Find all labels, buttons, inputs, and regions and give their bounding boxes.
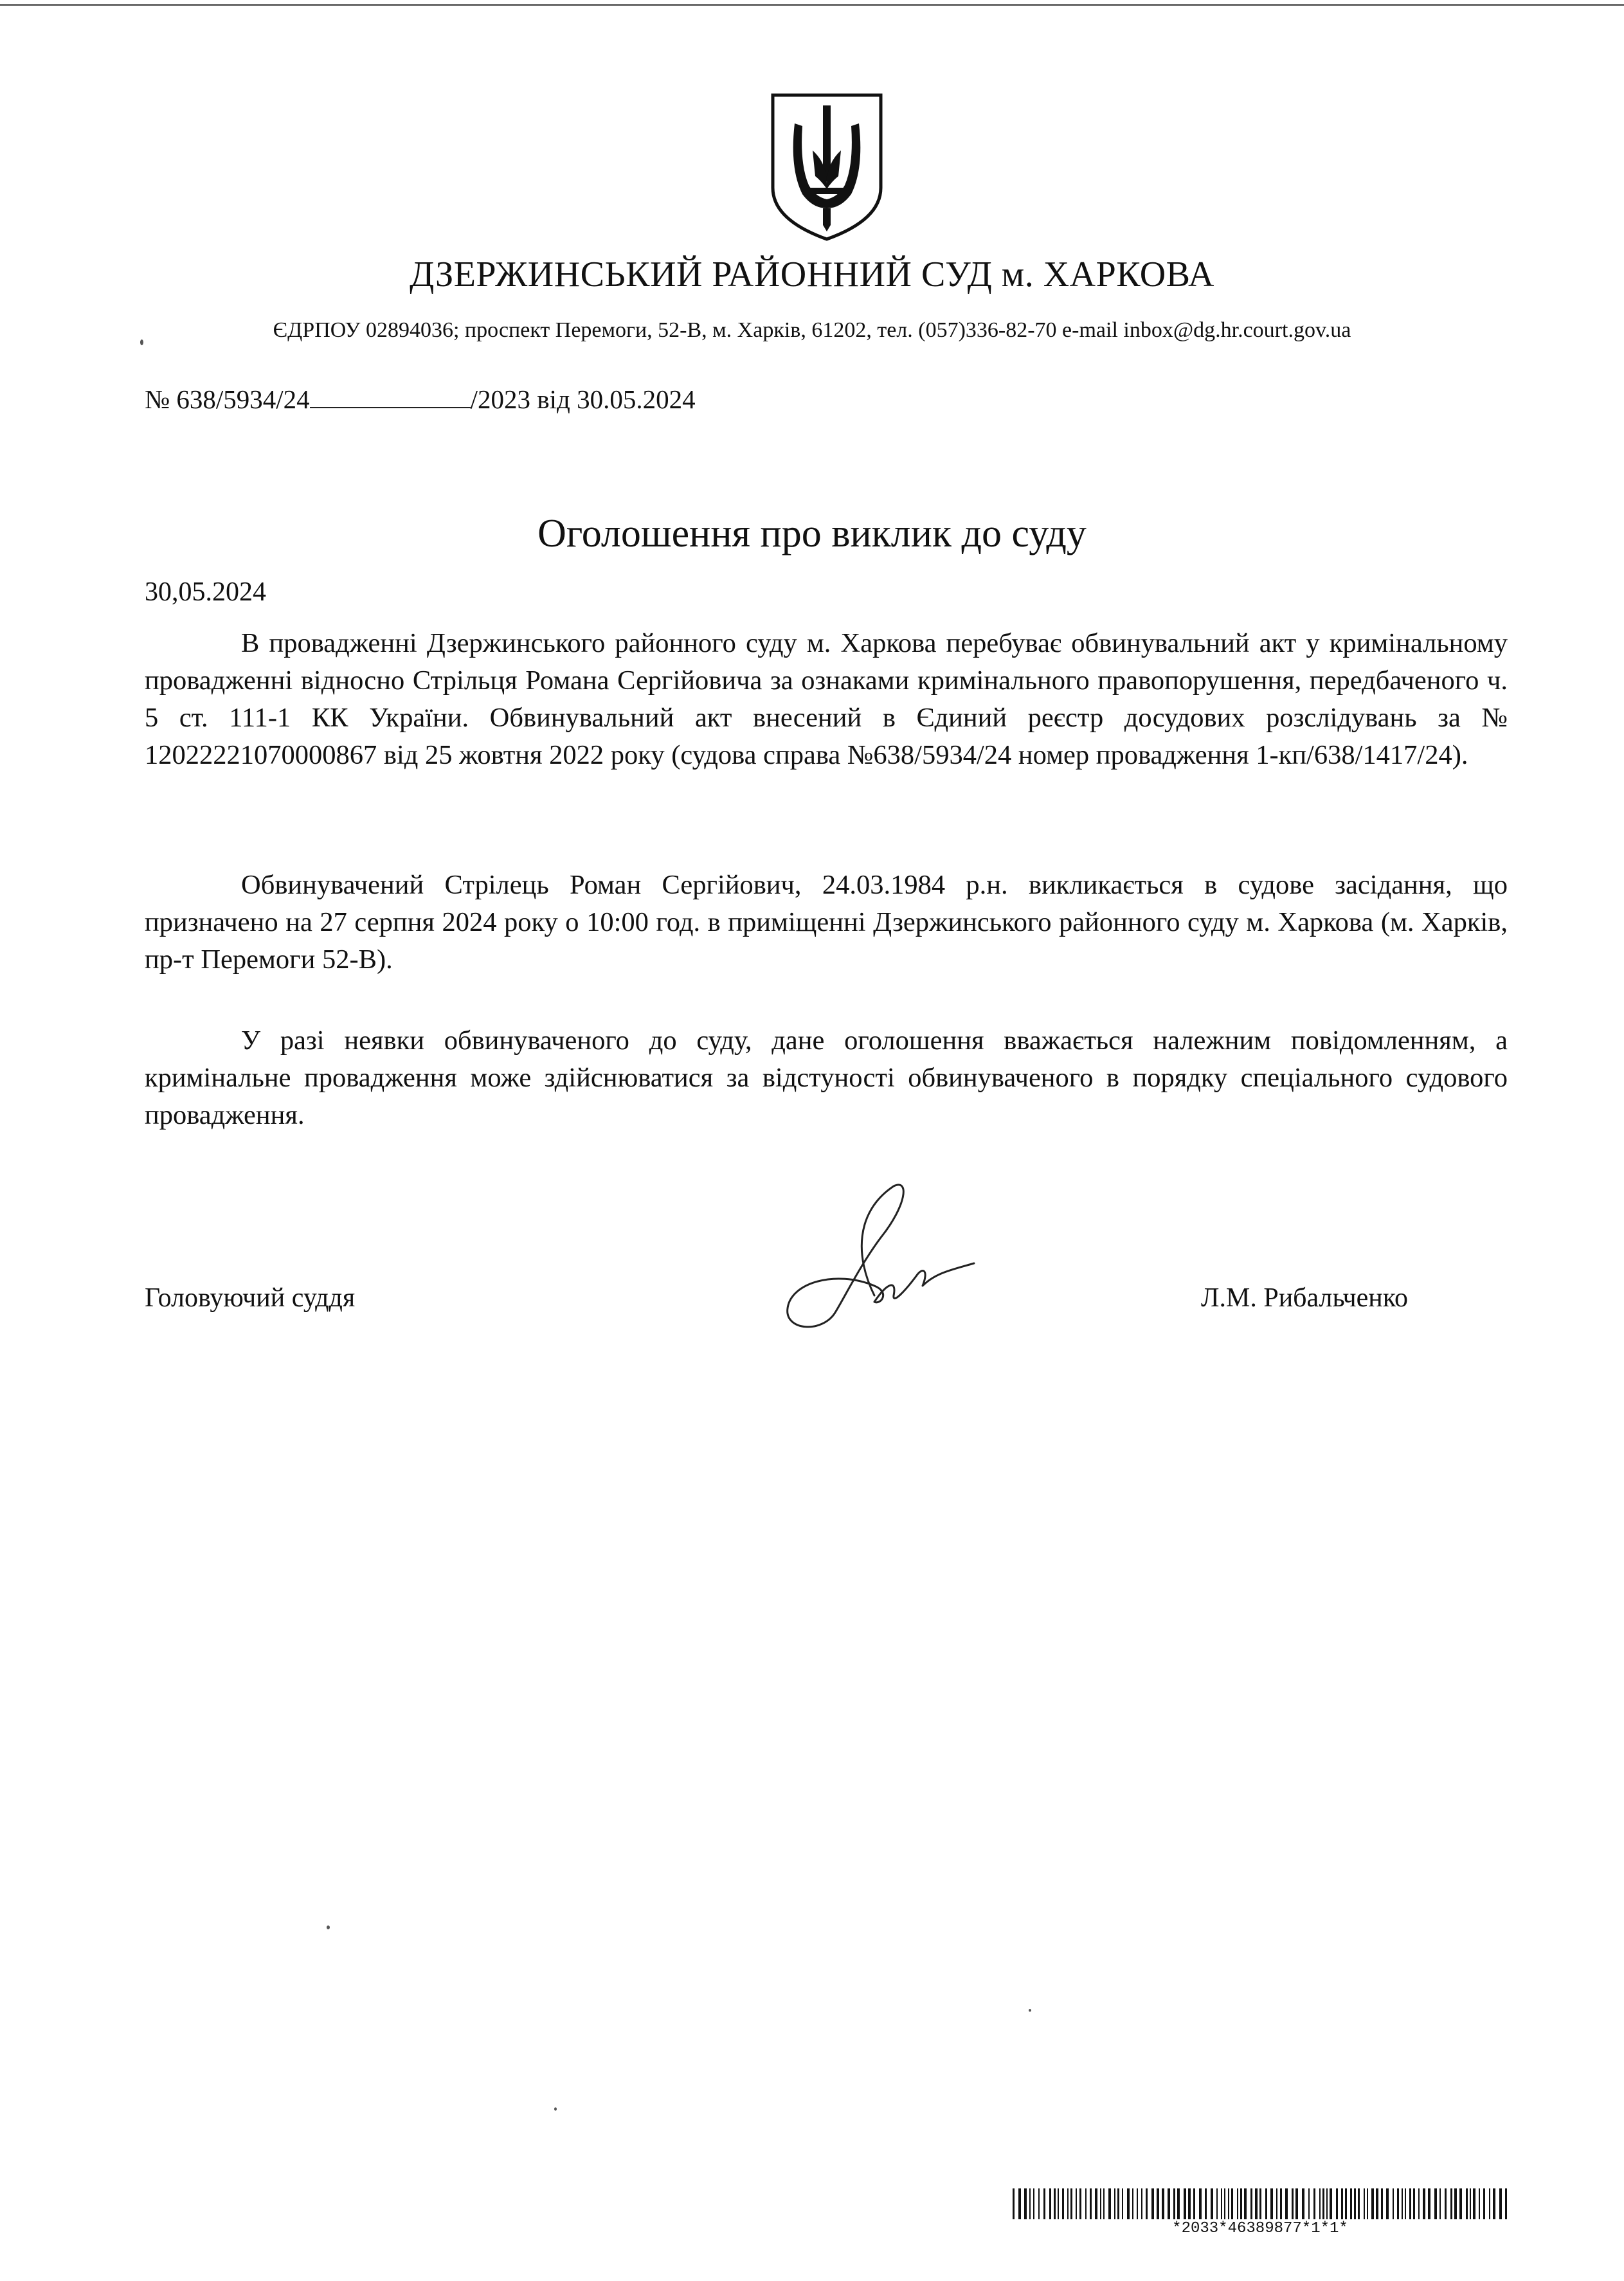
barcode-bar <box>1459 2188 1462 2219</box>
coat-of-arms-icon <box>768 91 885 243</box>
scan-speck <box>1029 2009 1031 2012</box>
reference-number <box>145 384 696 415</box>
barcode-bar <box>1067 2188 1069 2219</box>
barcode-bar <box>1489 2188 1490 2219</box>
barcode-bar <box>1090 2188 1092 2219</box>
barcode-bar <box>1205 2188 1207 2219</box>
barcode-bar <box>1244 2188 1247 2219</box>
barcode-bar <box>1445 2188 1447 2219</box>
barcode-bar <box>1376 2188 1378 2219</box>
barcode-bar <box>1122 2188 1123 2219</box>
barcode-bar <box>1168 2188 1170 2219</box>
document-title: Оголошення про виклик до суду <box>537 512 1087 555</box>
barcode-bar <box>1499 2188 1502 2219</box>
paragraph-proceedings: В провадженні Дзержинського районного суду м. Харкова перебуває обвинувальний акт у кримінальному провадженні відносно Стрільця Романа Сергійовича за ознаками кримінального правопорушення, передбаченого ч. 5 ст. 111-1 КК України. Обвинувальний акт внесений в Єдиний реєстр досудових розслідувань за № 12022221070000867 від 25 жовтня 2022 року (судова справа №638/5934/24 номер провадження 1-кп/638/1417/24). <box>145 628 1508 770</box>
barcode-bar <box>1237 2188 1238 2219</box>
barcode-bar <box>1308 2188 1310 2219</box>
barcode-bar <box>1085 2188 1087 2219</box>
barcode-bar <box>1095 2188 1097 2219</box>
barcode-bar <box>1358 2188 1360 2219</box>
barcode-bar <box>1024 2188 1027 2219</box>
barcode-bar <box>1173 2188 1175 2219</box>
barcode-bar <box>1255 2188 1258 2219</box>
barcode-bar <box>1177 2188 1180 2219</box>
barcode-bar <box>1231 2188 1233 2219</box>
reference-suffix: /2023 від 30.05.2024 <box>470 384 696 414</box>
barcode-bar <box>1162 2188 1164 2219</box>
barcode-bar <box>1473 2188 1475 2219</box>
barcode-bar <box>1108 2188 1111 2219</box>
barcode-bar <box>1354 2188 1356 2219</box>
barcode-bar <box>1157 2188 1159 2219</box>
barcode-bar <box>1038 2188 1040 2219</box>
barcode-bar <box>1302 2188 1304 2219</box>
court-requisites: ЄДРПОУ 02894036; проспект Перемоги, 52-В, м. Харків, 61202, тел. (057)336-82-70 e-mail inbox@dg.hr.court.gov.ua <box>273 318 1351 342</box>
barcode-bar <box>1409 2188 1411 2219</box>
barcode-bar <box>1240 2188 1242 2219</box>
barcode-bar <box>1079 2188 1081 2219</box>
barcode-bar <box>1330 2188 1332 2219</box>
paragraph-summons: Обвинувачений Стрілець Роман Сергійович, 24.03.1984 р.н. викликається в судове засідання, що призначено на 27 серпня 2024 року о 10:00 год. в приміщенні Дзержинського районного суду м. Харкова (м. Харків, пр-т Перемоги 52-В). <box>145 870 1508 975</box>
barcode-bar <box>1428 2188 1430 2219</box>
barcode-bar <box>1322 2188 1324 2219</box>
barcode-bar <box>1137 2188 1138 2219</box>
barcode-bar <box>1418 2188 1420 2219</box>
barcode-bar <box>1270 2188 1273 2219</box>
barcode-bar <box>1141 2188 1142 2219</box>
barcode-bar <box>1259 2188 1261 2219</box>
barcode-bar <box>1127 2188 1130 2219</box>
barcode-bar <box>1386 2188 1389 2219</box>
reference-blank <box>310 388 471 408</box>
barcode-bar <box>1146 2188 1148 2219</box>
barcode-bar <box>1345 2188 1347 2219</box>
barcode-bar <box>1326 2188 1328 2219</box>
barcode-bar <box>1029 2188 1031 2219</box>
barcode-bar <box>1070 2188 1072 2219</box>
barcode-bar <box>1466 2188 1468 2219</box>
barcode-bar <box>1188 2188 1191 2219</box>
barcode-bar <box>1114 2188 1115 2219</box>
barcode-bar <box>1493 2188 1495 2219</box>
barcode-bar <box>1132 2188 1133 2219</box>
barcode-bar <box>1295 2188 1298 2219</box>
judge-name: Л.М. Рибальченко <box>1201 1283 1408 1313</box>
barcode-bar <box>1367 2188 1368 2219</box>
barcode-bar <box>1439 2188 1441 2219</box>
document-date: 30,05.2024 <box>145 577 266 607</box>
barcode-bar <box>1013 2188 1015 2219</box>
barcode-bar <box>1393 2188 1394 2219</box>
paragraph-absence: У разі неявки обвинуваченого до суду, дане оголошення вважається належним повідомленням, а кримінальне провадження може здійснюватися за відстуності обвинуваченого в порядку спеціального судового провадження. <box>145 1025 1508 1130</box>
barcode-bar <box>1103 2188 1105 2219</box>
barcode-bar <box>1062 2188 1064 2219</box>
barcode-bar <box>1341 2188 1343 2219</box>
barcode-bar <box>1505 2188 1507 2219</box>
scan-speck <box>327 1925 330 1929</box>
barcode-bar <box>1199 2188 1202 2219</box>
barcode-bar <box>1397 2188 1399 2219</box>
barcode-bar <box>1211 2188 1213 2219</box>
barcode-bar <box>1216 2188 1218 2219</box>
barcode-bar <box>1479 2188 1480 2219</box>
barcode-bar <box>1049 2188 1051 2219</box>
barcode-bar <box>1319 2188 1321 2219</box>
signature-icon <box>778 1180 984 1347</box>
barcode-bar <box>1454 2188 1457 2219</box>
scan-speck <box>554 2107 557 2111</box>
barcode-bar <box>1470 2188 1471 2219</box>
reference-prefix: № 638/5934/24 <box>145 384 310 414</box>
barcode-bar <box>1224 2188 1225 2219</box>
barcode-bar <box>1043 2188 1045 2219</box>
barcode-bar <box>1285 2188 1288 2219</box>
barcode-bar <box>1076 2188 1077 2219</box>
barcode-bar <box>1483 2188 1485 2219</box>
barcode-bar <box>1381 2188 1383 2219</box>
barcode-bar <box>1292 2188 1294 2219</box>
barcode-bar <box>1350 2188 1352 2219</box>
barcode-bar <box>1151 2188 1154 2219</box>
barcode-bar <box>1221 2188 1222 2219</box>
barcode-bar <box>1228 2188 1229 2219</box>
scan-speck <box>140 339 143 345</box>
barcode-bar <box>1371 2188 1374 2219</box>
barcode-bar <box>1100 2188 1101 2219</box>
barcode-bar <box>1405 2188 1406 2219</box>
barcode-bar <box>1276 2188 1277 2219</box>
barcode-bar <box>1313 2188 1315 2219</box>
barcode-bar <box>1033 2188 1034 2219</box>
barcode-bar <box>1364 2188 1365 2219</box>
barcode-icon <box>1013 2188 1508 2219</box>
court-name: ДЗЕРЖИНСЬКИЙ РАЙОННИЙ СУД м. ХАРКОВА <box>410 255 1214 294</box>
barcode-bar <box>1117 2188 1119 2219</box>
barcode-bar <box>1265 2188 1267 2219</box>
barcode-bar <box>1054 2188 1056 2219</box>
barcode-bar <box>1423 2188 1425 2219</box>
barcode-bar <box>1250 2188 1252 2219</box>
scan-edge-line <box>0 4 1624 6</box>
barcode-bar <box>1402 2188 1403 2219</box>
barcode-bar <box>1184 2188 1186 2219</box>
barcode-bar <box>1434 2188 1437 2219</box>
barcode-code: *2033*46389877*1*1* <box>1172 2220 1348 2237</box>
barcode-bar <box>1336 2188 1338 2219</box>
barcode-bar <box>1193 2188 1195 2219</box>
barcode-bar <box>1058 2188 1059 2219</box>
barcode-bar <box>1280 2188 1282 2219</box>
barcode-bar <box>1413 2188 1415 2219</box>
signature-role: Головуючий суддя <box>145 1283 356 1313</box>
barcode-bar <box>1450 2188 1452 2219</box>
barcode-bar <box>1018 2188 1021 2219</box>
